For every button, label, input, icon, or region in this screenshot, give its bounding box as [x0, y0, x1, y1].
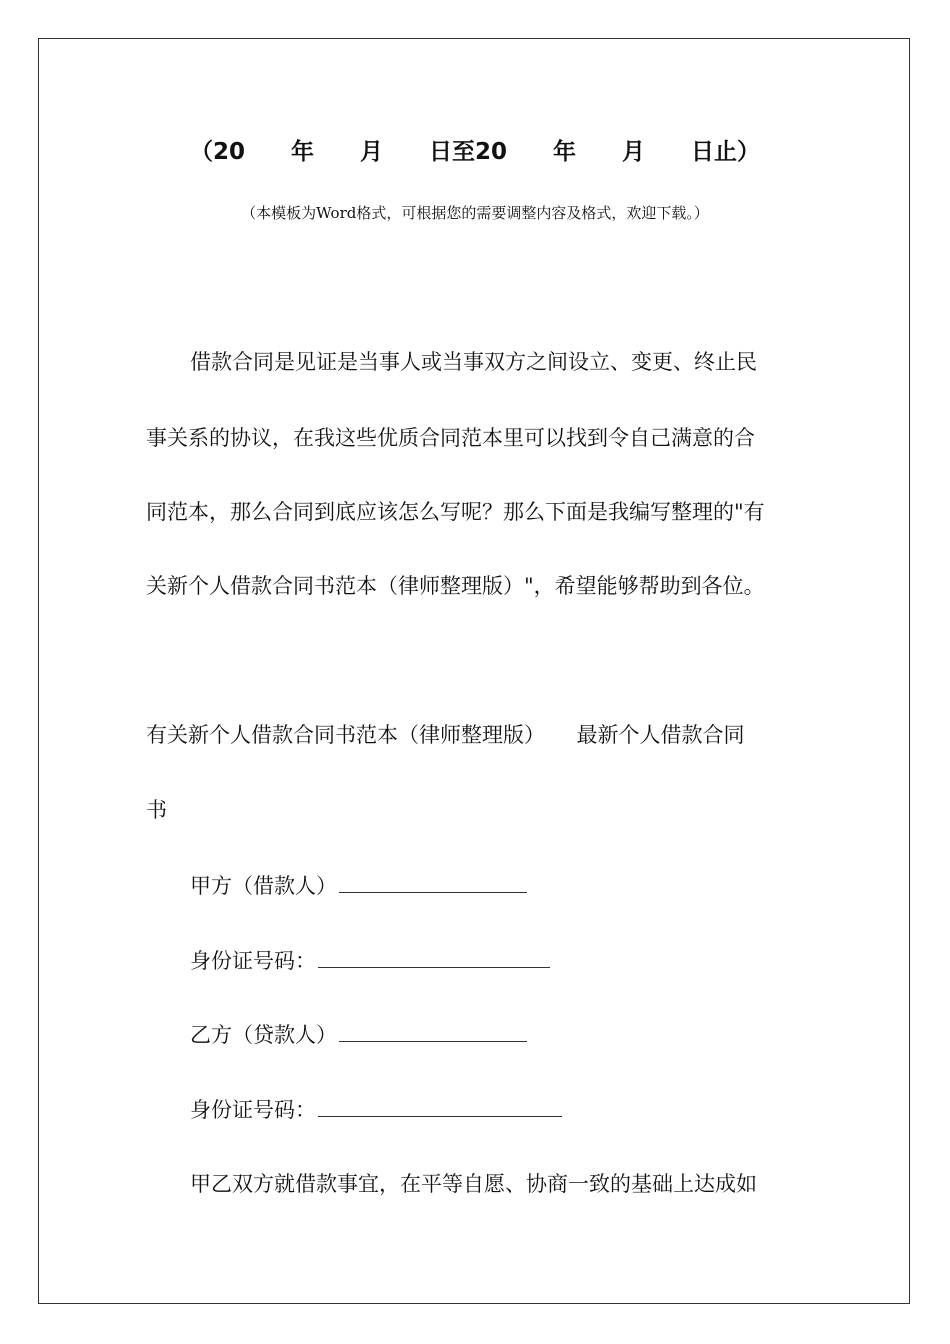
party-b-id-blank[interactable] — [318, 1096, 562, 1117]
intro-line-4: 关新个人借款合同书范本（律师整理版）"，希望能够帮助到各位。 — [146, 574, 765, 598]
party-b-label: 乙方（贷款人） — [190, 1023, 337, 1047]
party-a-label: 甲方（借款人） — [190, 874, 337, 898]
contract-heading-line-2: 书 — [146, 798, 167, 822]
intro-line-1: 借款合同是见证是当事人或当事双方之间设立、变更、终止民 — [190, 350, 757, 374]
intro-line-3: 同范本，那么合同到底应该怎么写呢？那么下面是我编写整理的"有 — [146, 500, 765, 524]
intro-line-2: 事关系的协议，在我这些优质合同范本里可以找到令自己满意的合 — [146, 426, 755, 450]
party-b-blank[interactable] — [339, 1021, 527, 1042]
party-a-id-blank[interactable] — [318, 947, 550, 968]
party-a-id-label: 身份证号码： — [190, 949, 316, 973]
agreement-line: 甲乙双方就借款事宜，在平等自愿、协商一致的基础上达成如 — [190, 1172, 757, 1196]
date-range-title: （20 年 月 日至20 年 月 日止） — [189, 139, 760, 165]
template-note: （本模板为Word格式，可根据您的需要调整内容及格式，欢迎下载。） — [241, 204, 709, 222]
party-b-id-label: 身份证号码： — [190, 1098, 316, 1122]
contract-heading-line-1: 有关新个人借款合同书范本（律师整理版） 最新个人借款合同 — [146, 723, 745, 747]
party-b-id-row — [190, 1096, 562, 1124]
party-a-blank[interactable] — [339, 872, 527, 893]
party-a-id-row — [190, 947, 550, 975]
party-a-row — [190, 872, 527, 900]
party-b-row — [190, 1021, 527, 1049]
